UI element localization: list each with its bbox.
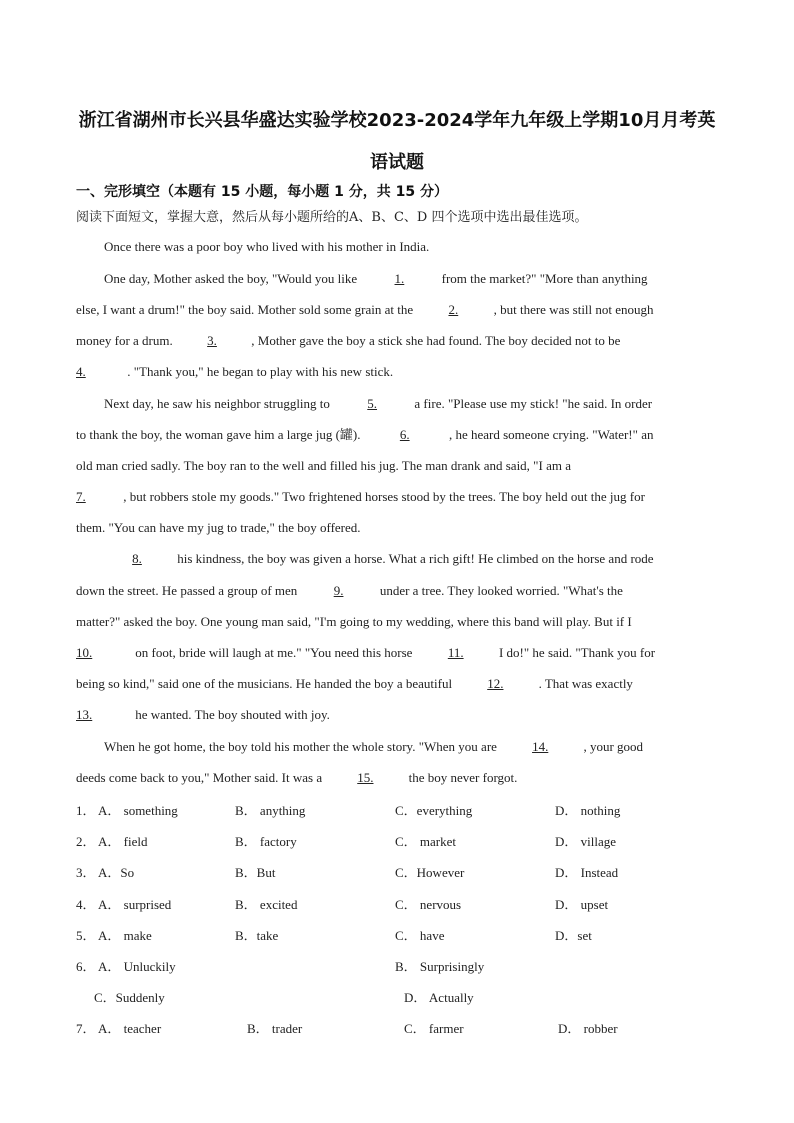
passage-line: 10. on foot, bride will laugh at me." "You need this horse 11. I do!" he said. "Thank you for <box>76 645 656 660</box>
option-d[interactable]: D．set <box>555 928 592 943</box>
option-b[interactable]: B．take <box>235 928 279 943</box>
passage-line: old man cried sadly. The boy ran to the well and filled his jug. The man drank and said, "I am a <box>76 458 571 473</box>
option-a[interactable]: A．So <box>98 865 135 880</box>
blank-13[interactable]: 13. <box>76 707 93 722</box>
option-d[interactable]: D． Instead <box>555 865 619 880</box>
page-title: 浙江省湖州市长兴县华盛达实验学校2023-2024学年九年级上学期10月月考英 <box>78 110 716 131</box>
blank-15[interactable]: 15. <box>357 770 374 785</box>
blank-4[interactable]: 4. <box>76 364 86 379</box>
passage-line: Once there was a poor boy who lived with his mother in India. <box>104 239 430 254</box>
option-c[interactable]: C． farmer <box>404 1021 464 1036</box>
page-title-continued: 语试题 <box>370 152 424 173</box>
option-a[interactable]: A． Unluckily <box>98 959 176 974</box>
option-c[interactable]: C． market <box>395 834 457 849</box>
blank-8[interactable]: 8. <box>132 551 142 566</box>
option-c[interactable]: C． nervous <box>395 897 462 912</box>
blank-10[interactable]: 10. <box>76 645 93 660</box>
option-a[interactable]: A． teacher <box>98 1021 162 1036</box>
option-b[interactable]: B． factory <box>235 834 297 849</box>
blank-1[interactable]: 1. <box>394 271 405 286</box>
question-number: 6． <box>76 959 96 974</box>
passage-line: When he got home, the boy told his mother the whole story. "When you are 14. , your good <box>104 739 644 754</box>
passage-line: down the street. He passed a group of men 9. under a tree. They looked worried. "What's the <box>76 583 623 598</box>
passage-line: money for a drum. 3. , Mother gave the boy a stick she had found. The boy decided not to be <box>76 333 621 348</box>
option-a[interactable]: A． make <box>98 928 152 943</box>
passage-line: 8. his kindness, the boy was given a horse. What a rich gift! He climbed on the horse and rode <box>104 550 718 568</box>
blank-6[interactable]: 6. <box>399 427 410 442</box>
option-a[interactable]: A． something <box>98 803 178 818</box>
option-b[interactable]: B． trader <box>247 1021 303 1036</box>
option-a[interactable]: A． field <box>98 834 148 849</box>
section-heading: 一、完形填空（本题有 15 小题，每小题 1 分，共 15 分） <box>76 184 448 200</box>
blank-5[interactable]: 5. <box>367 396 378 411</box>
option-d[interactable]: D． robber <box>558 1021 618 1036</box>
option-d[interactable]: D． village <box>555 834 617 849</box>
question-number: 2． <box>76 834 96 849</box>
option-c[interactable]: C．However <box>395 865 465 880</box>
instructions: 阅读下面短文，掌握大意，然后从每小题所给的A、B、C、D 四个选项中选出最佳选项。 <box>76 210 588 225</box>
passage-line: else, I want a drum!" the boy said. Mother sold some grain at the 2. , but there was still not enough <box>76 302 654 317</box>
passage-line: deeds come back to you," Mother said. It was a 15. the boy never forgot. <box>76 770 518 785</box>
option-c[interactable]: C．Suddenly <box>94 990 165 1005</box>
option-d[interactable]: D． Actually <box>404 990 474 1005</box>
question-number: 3． <box>76 865 96 880</box>
passage-line: to thank the boy, the woman gave him a large jug (罐). 6. , he heard someone crying. "Water!" an <box>76 427 654 442</box>
blank-12[interactable]: 12. <box>487 676 504 691</box>
passage-line: matter?" asked the boy. One young man said, "I'm going to my wedding, where this band will play. But if I <box>76 614 632 629</box>
question-number: 5． <box>76 928 96 943</box>
option-b[interactable]: B． Surprisingly <box>395 959 485 974</box>
option-b[interactable]: B． anything <box>235 803 306 818</box>
passage-line: them. "You can have my jug to trade," the boy offered. <box>76 520 361 535</box>
blank-9[interactable]: 9. <box>333 583 344 598</box>
option-b[interactable]: B． excited <box>235 897 298 912</box>
blank-3[interactable]: 3. <box>207 333 217 348</box>
option-c[interactable]: C． have <box>395 928 445 943</box>
passage-line: being so kind," said one of the musicians. He handed the boy a beautiful 12. . That was exactly <box>76 676 633 691</box>
passage-line: 4. . "Thank you," he began to play with his new stick. <box>76 364 394 379</box>
option-b[interactable]: B．But <box>235 865 276 880</box>
passage-line: 13. he wanted. The boy shouted with joy. <box>76 707 330 722</box>
blank-14[interactable]: 14. <box>532 739 549 754</box>
option-c[interactable]: C．everything <box>395 803 473 818</box>
passage-line: One day, Mother asked the boy, "Would you like 1. from the market?" "More than anything <box>104 271 648 286</box>
question-number: 4． <box>76 897 96 912</box>
blank-7[interactable]: 7. <box>76 489 86 504</box>
passage-line: Next day, he saw his neighbor struggling to 5. a fire. "Please use my stick! "he said. In order <box>104 396 653 411</box>
question-number: 1． <box>76 803 96 818</box>
option-d[interactable]: D． nothing <box>555 803 621 818</box>
blank-2[interactable]: 2. <box>448 302 459 317</box>
blank-11[interactable]: 11. <box>447 645 464 660</box>
question-number: 7． <box>76 1021 96 1036</box>
passage-line: 7. , but robbers stole my goods." Two frightened horses stood by the trees. The boy held out the jug for <box>76 489 645 504</box>
option-d[interactable]: D． upset <box>555 897 609 912</box>
option-a[interactable]: A． surprised <box>98 897 172 912</box>
